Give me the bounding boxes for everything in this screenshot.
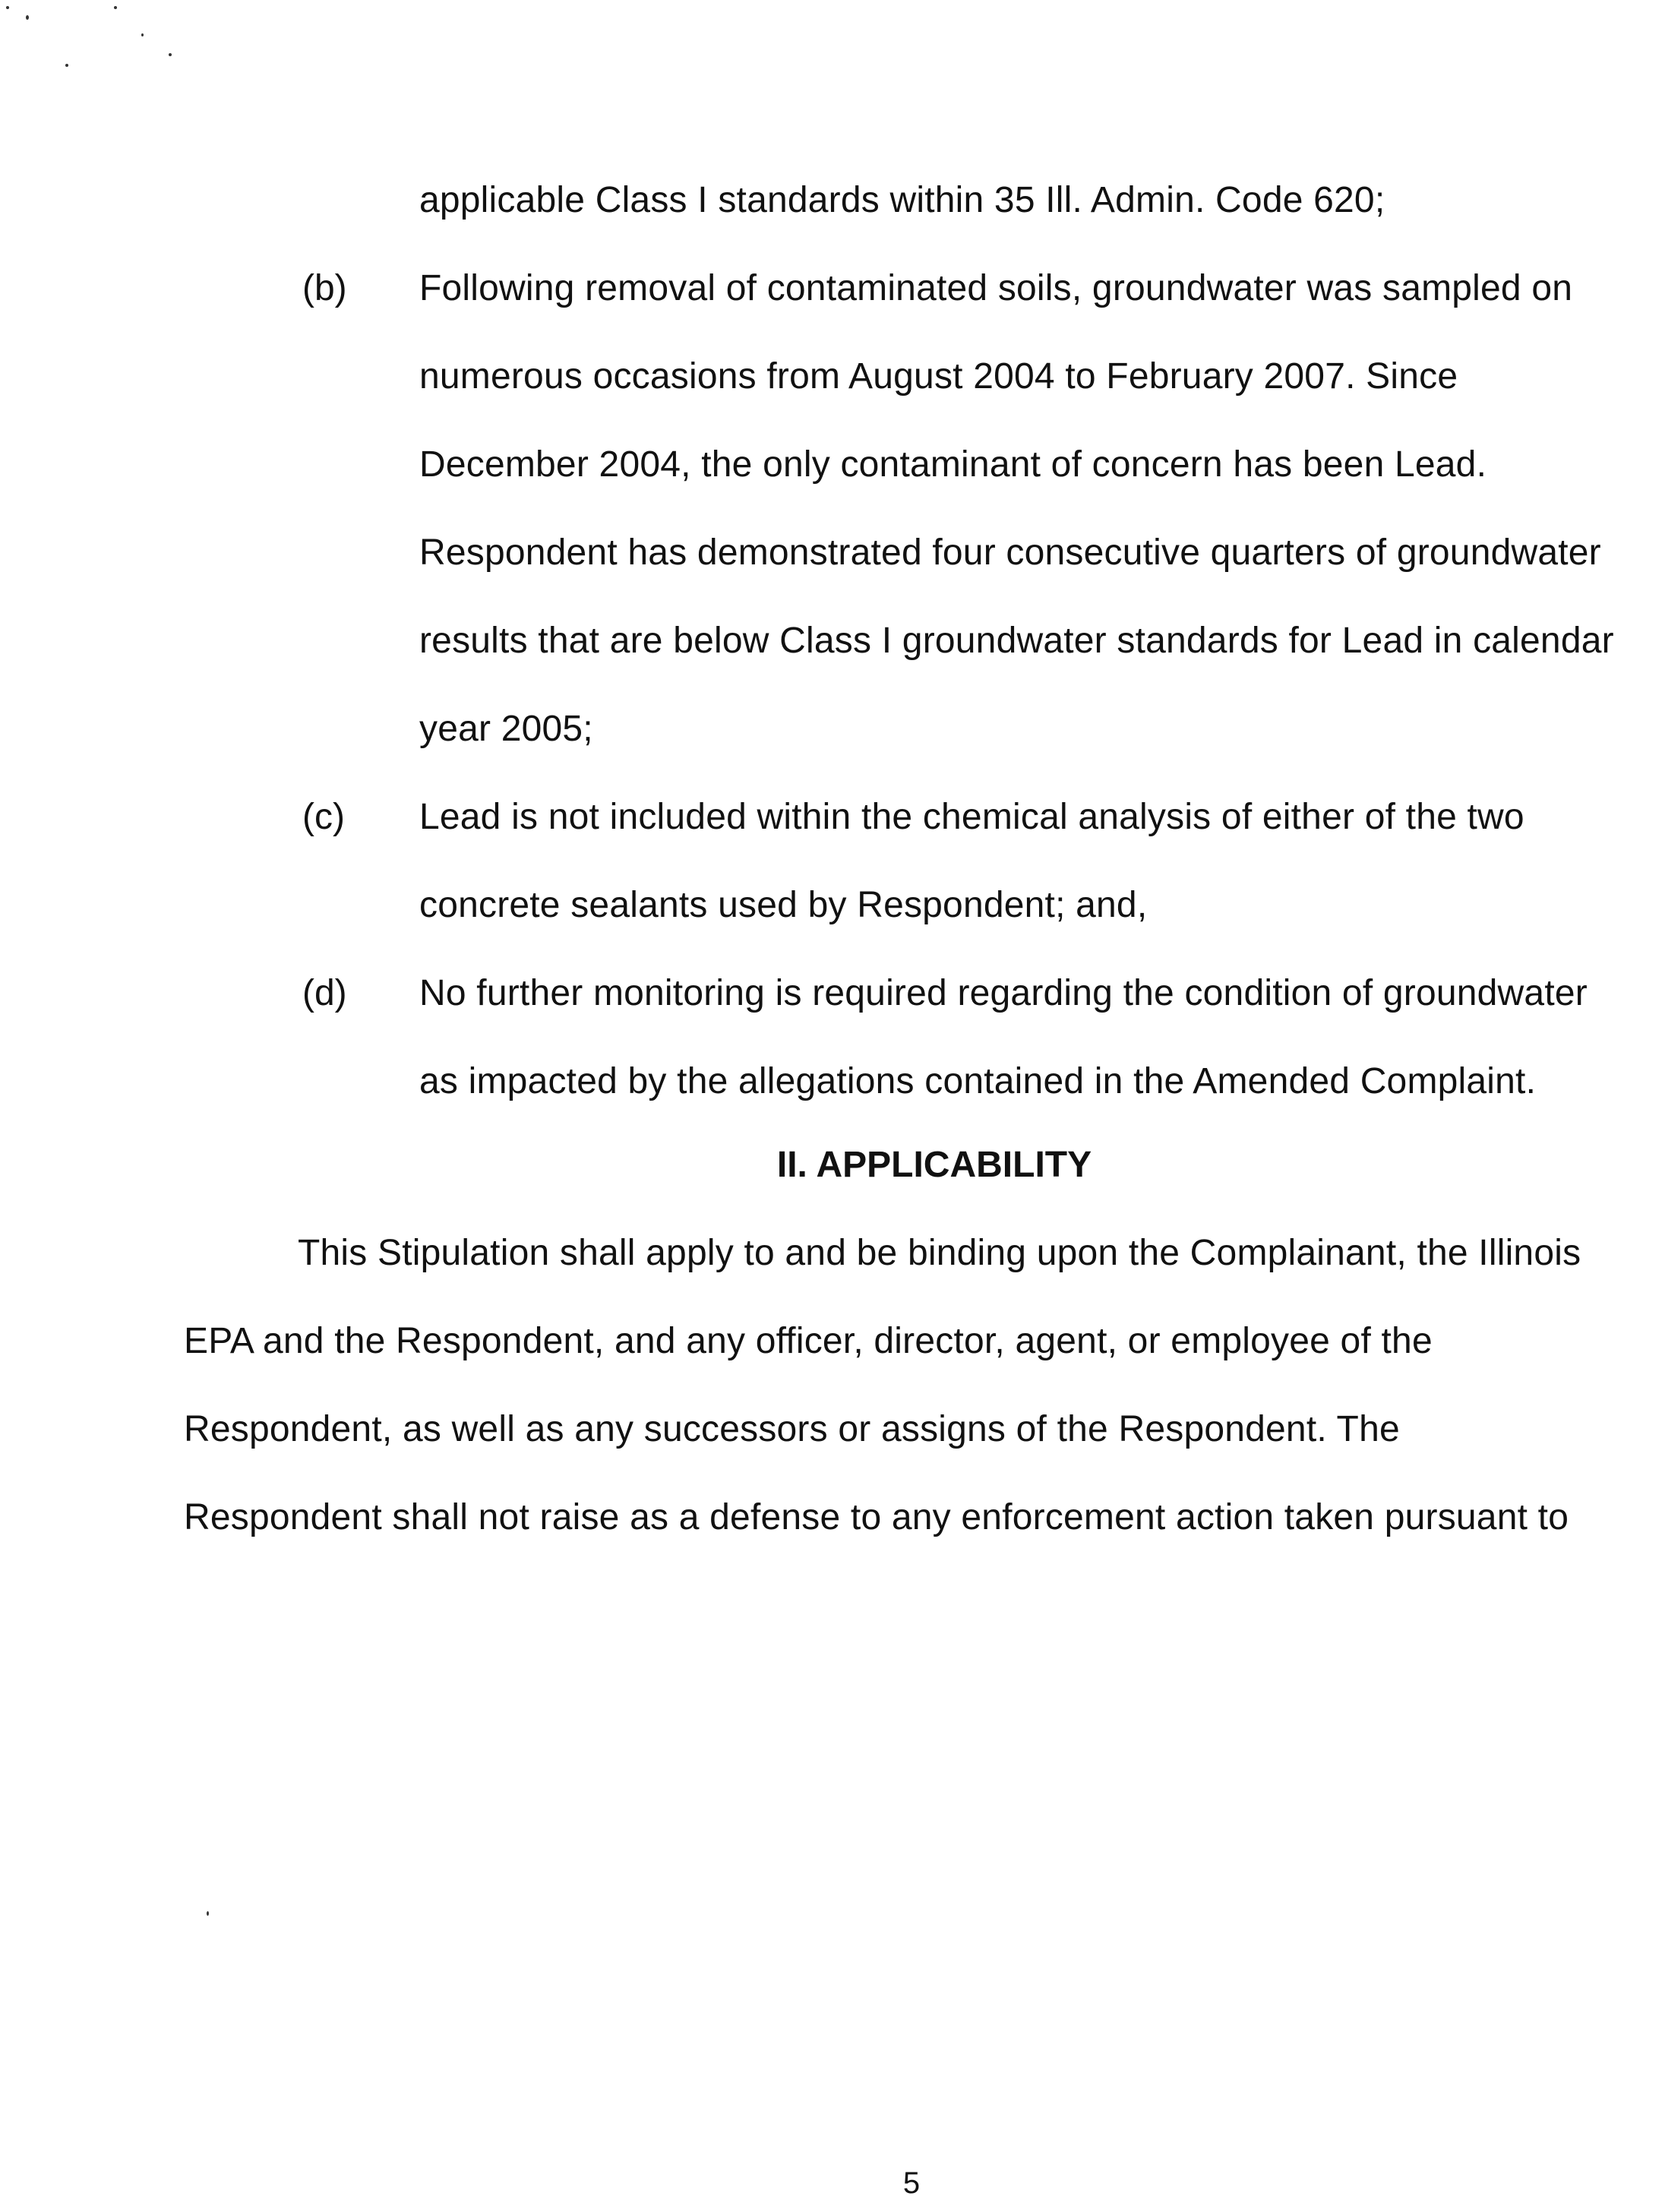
item-d-line: as impacted by the allegations contained in the Amended Complaint. (419, 1061, 1537, 1101)
item-b-marker: (b) (302, 268, 347, 308)
paragraph-line: Respondent shall not raise as a defense to any enforcement action taken pursuant to (184, 1497, 1569, 1537)
scan-speck (169, 53, 172, 56)
scan-speck (207, 1911, 209, 1916)
item-b-line: December 2004, the only contaminant of concern has been Lead. (419, 444, 1487, 485)
scan-speck (114, 6, 117, 9)
page-number: 5 (902, 2166, 921, 2200)
item-c-line: Lead is not included within the chemical analysis of either of the two (419, 797, 1524, 837)
item-b-line: numerous occasions from August 2004 to February 2007. Since (419, 356, 1458, 397)
section-heading: II. APPLICABILITY (776, 1145, 1092, 1185)
scan-speck (65, 64, 68, 67)
scan-speck (26, 15, 29, 20)
item-c-line: concrete sealants used by Respondent; and, (419, 885, 1148, 925)
paragraph-line: Respondent, as well as any successors or assigns of the Respondent. The (184, 1409, 1400, 1449)
item-b-line: results that are below Class I groundwater standards for Lead in calendar (419, 621, 1614, 661)
scan-speck (141, 33, 144, 36)
item-b-line: Following removal of contaminated soils, groundwater was sampled on (419, 268, 1573, 308)
item-d-line: No further monitoring is required regarding the condition of groundwater (419, 973, 1588, 1013)
item-a-line: applicable Class I standards within 35 Ill. Admin. Code 620; (419, 180, 1385, 220)
scan-speck (6, 6, 9, 9)
item-d-marker: (d) (302, 973, 347, 1013)
paragraph-line: This Stipulation shall apply to and be binding upon the Complainant, the Illinois (298, 1233, 1581, 1273)
item-b-line: year 2005; (419, 709, 593, 749)
item-b-line: Respondent has demonstrated four consecutive quarters of groundwater (419, 532, 1601, 573)
item-c-marker: (c) (302, 797, 345, 837)
paragraph-line: EPA and the Respondent, and any officer, director, agent, or employee of the (184, 1321, 1433, 1361)
